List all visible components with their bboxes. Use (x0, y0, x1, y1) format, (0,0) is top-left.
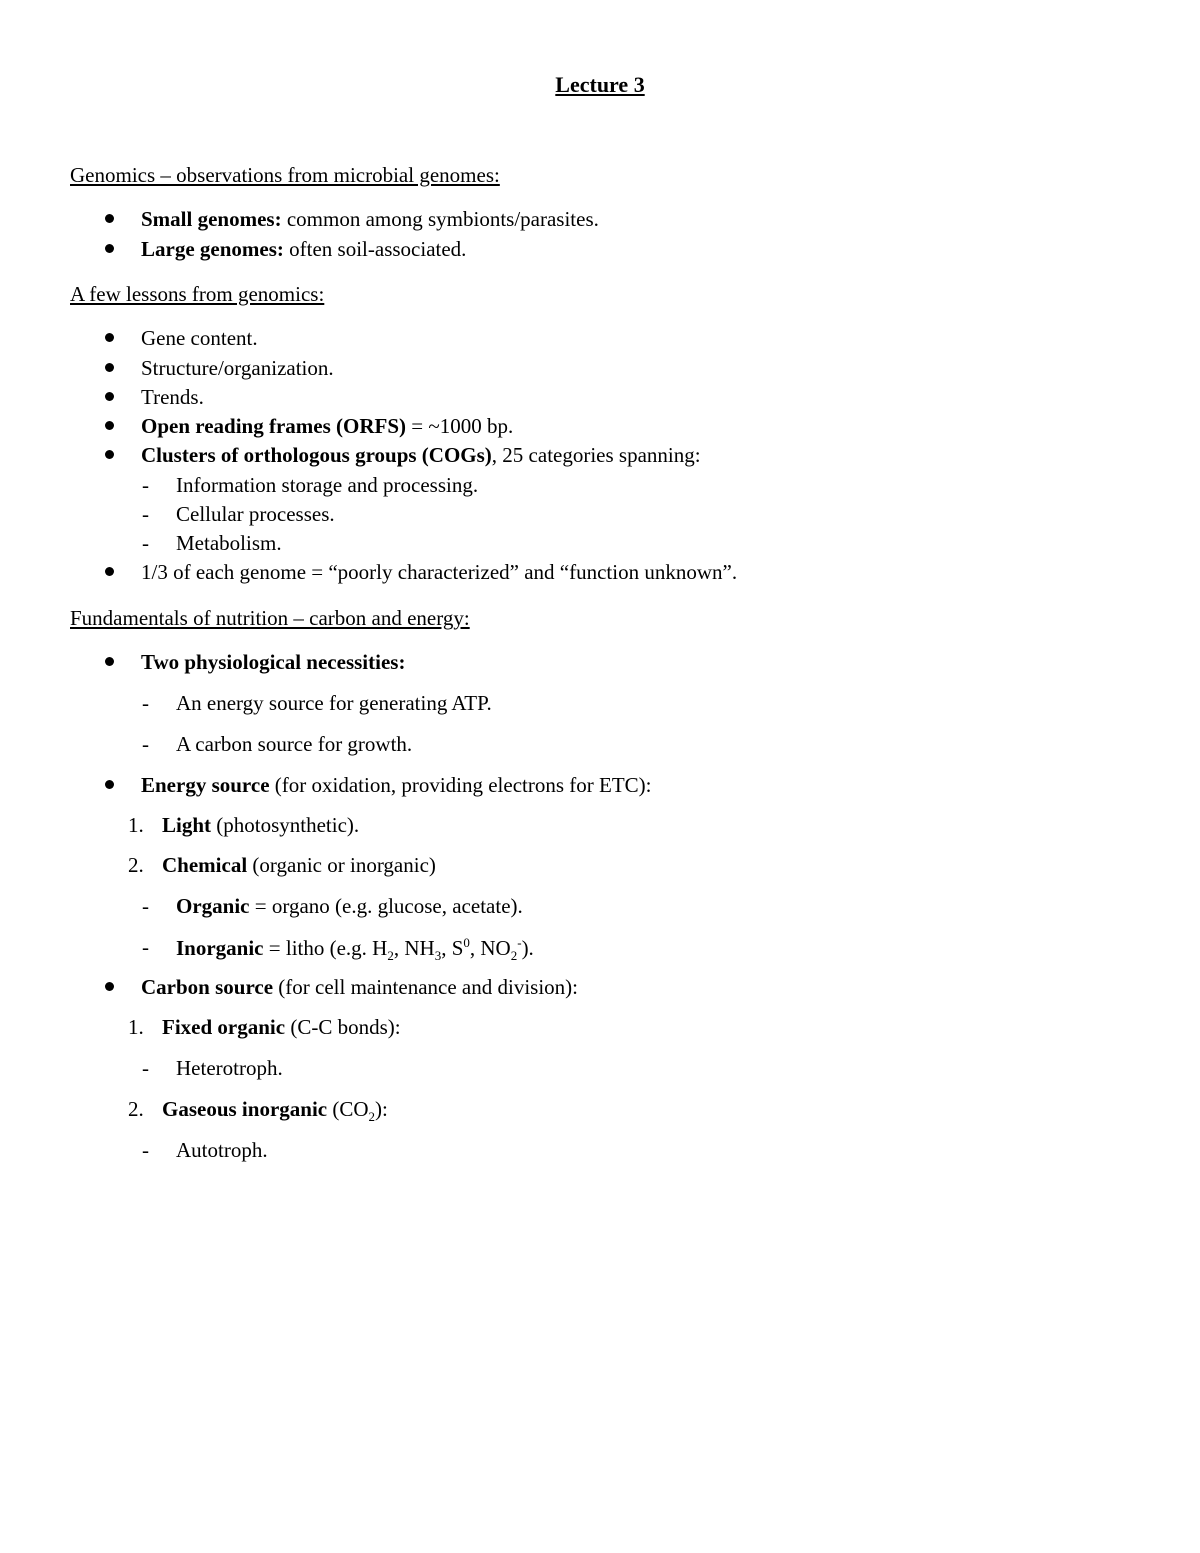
bullet (105, 333, 114, 342)
bullet (105, 214, 114, 223)
sub-item: Autotroph. (176, 1138, 268, 1162)
sub-item: Cellular processes. (176, 502, 335, 526)
list-item: Open reading frames (ORFS) = ~1000 bp. (141, 414, 514, 438)
list-number: 1. (128, 1015, 144, 1039)
sub-item: An energy source for generating ATP. (176, 691, 492, 715)
list-number: 1. (128, 813, 144, 837)
numbered-item: Gaseous inorganic $(CO_2)$: (162, 1097, 388, 1125)
dash-marker: - (142, 935, 149, 959)
bullet (105, 780, 114, 789)
list-number: 2. (128, 853, 144, 877)
bullet (105, 244, 114, 253)
bullet (105, 421, 114, 430)
dash-marker: - (142, 1056, 149, 1080)
list-item: Two physiological necessities: (141, 650, 406, 674)
list-item: Energy source (for oxidation, providing electrons for ETC): (141, 773, 652, 797)
dash-marker: - (142, 531, 149, 555)
sub-item: Information storage and processing. (176, 473, 479, 497)
dash-marker: - (142, 1138, 149, 1162)
bullet (105, 982, 114, 991)
sub-item: Heterotroph. (176, 1056, 283, 1080)
sub-item: Inorganic = litho (e.g. $H_2$, $NH_3$, $S^0$, $NO_2^-$). (176, 935, 534, 964)
bullet (105, 363, 114, 372)
section-heading-genomics: Genomics – observations from microbial genomes: (70, 163, 500, 187)
list-item: Large genomes: often soil-associated. (141, 237, 467, 261)
numbered-item: Light (photosynthetic). (162, 813, 360, 837)
list-item: Small genomes: common among symbionts/parasites. (141, 207, 599, 231)
bullet (105, 567, 114, 576)
numbered-item: Fixed organic (C-C bonds): (162, 1015, 401, 1039)
dash-marker: - (142, 894, 149, 918)
list-item: Structure/organization. (141, 356, 334, 380)
list-item: Gene content. (141, 326, 258, 350)
list-number: 2. (128, 1097, 144, 1121)
list-item: Clusters of orthologous groups (COGs), 25 categories spanning: (141, 443, 701, 467)
section-heading-nutrition: Fundamentals of nutrition – carbon and energy: (70, 606, 470, 630)
sub-item: Organic = organo (e.g. glucose, acetate). (176, 894, 523, 918)
list-item: Trends. (141, 385, 204, 409)
list-item: 1/3 of each genome = “poorly characterized” and “function unknown”. (141, 560, 738, 584)
dash-marker: - (142, 732, 149, 756)
bullet (105, 392, 114, 401)
bullet (105, 450, 114, 459)
bullet (105, 657, 114, 666)
section-heading-lessons: A few lessons from genomics: (70, 282, 325, 306)
dash-marker: - (142, 473, 149, 497)
page-title: Lecture 3 (555, 72, 645, 97)
sub-item: A carbon source for growth. (176, 732, 413, 756)
dash-marker: - (142, 502, 149, 526)
sub-item: Metabolism. (176, 531, 282, 555)
dash-marker: - (142, 691, 149, 715)
numbered-item: Chemical (organic or inorganic) (162, 853, 436, 877)
list-item: Carbon source (for cell maintenance and division): (141, 975, 579, 999)
